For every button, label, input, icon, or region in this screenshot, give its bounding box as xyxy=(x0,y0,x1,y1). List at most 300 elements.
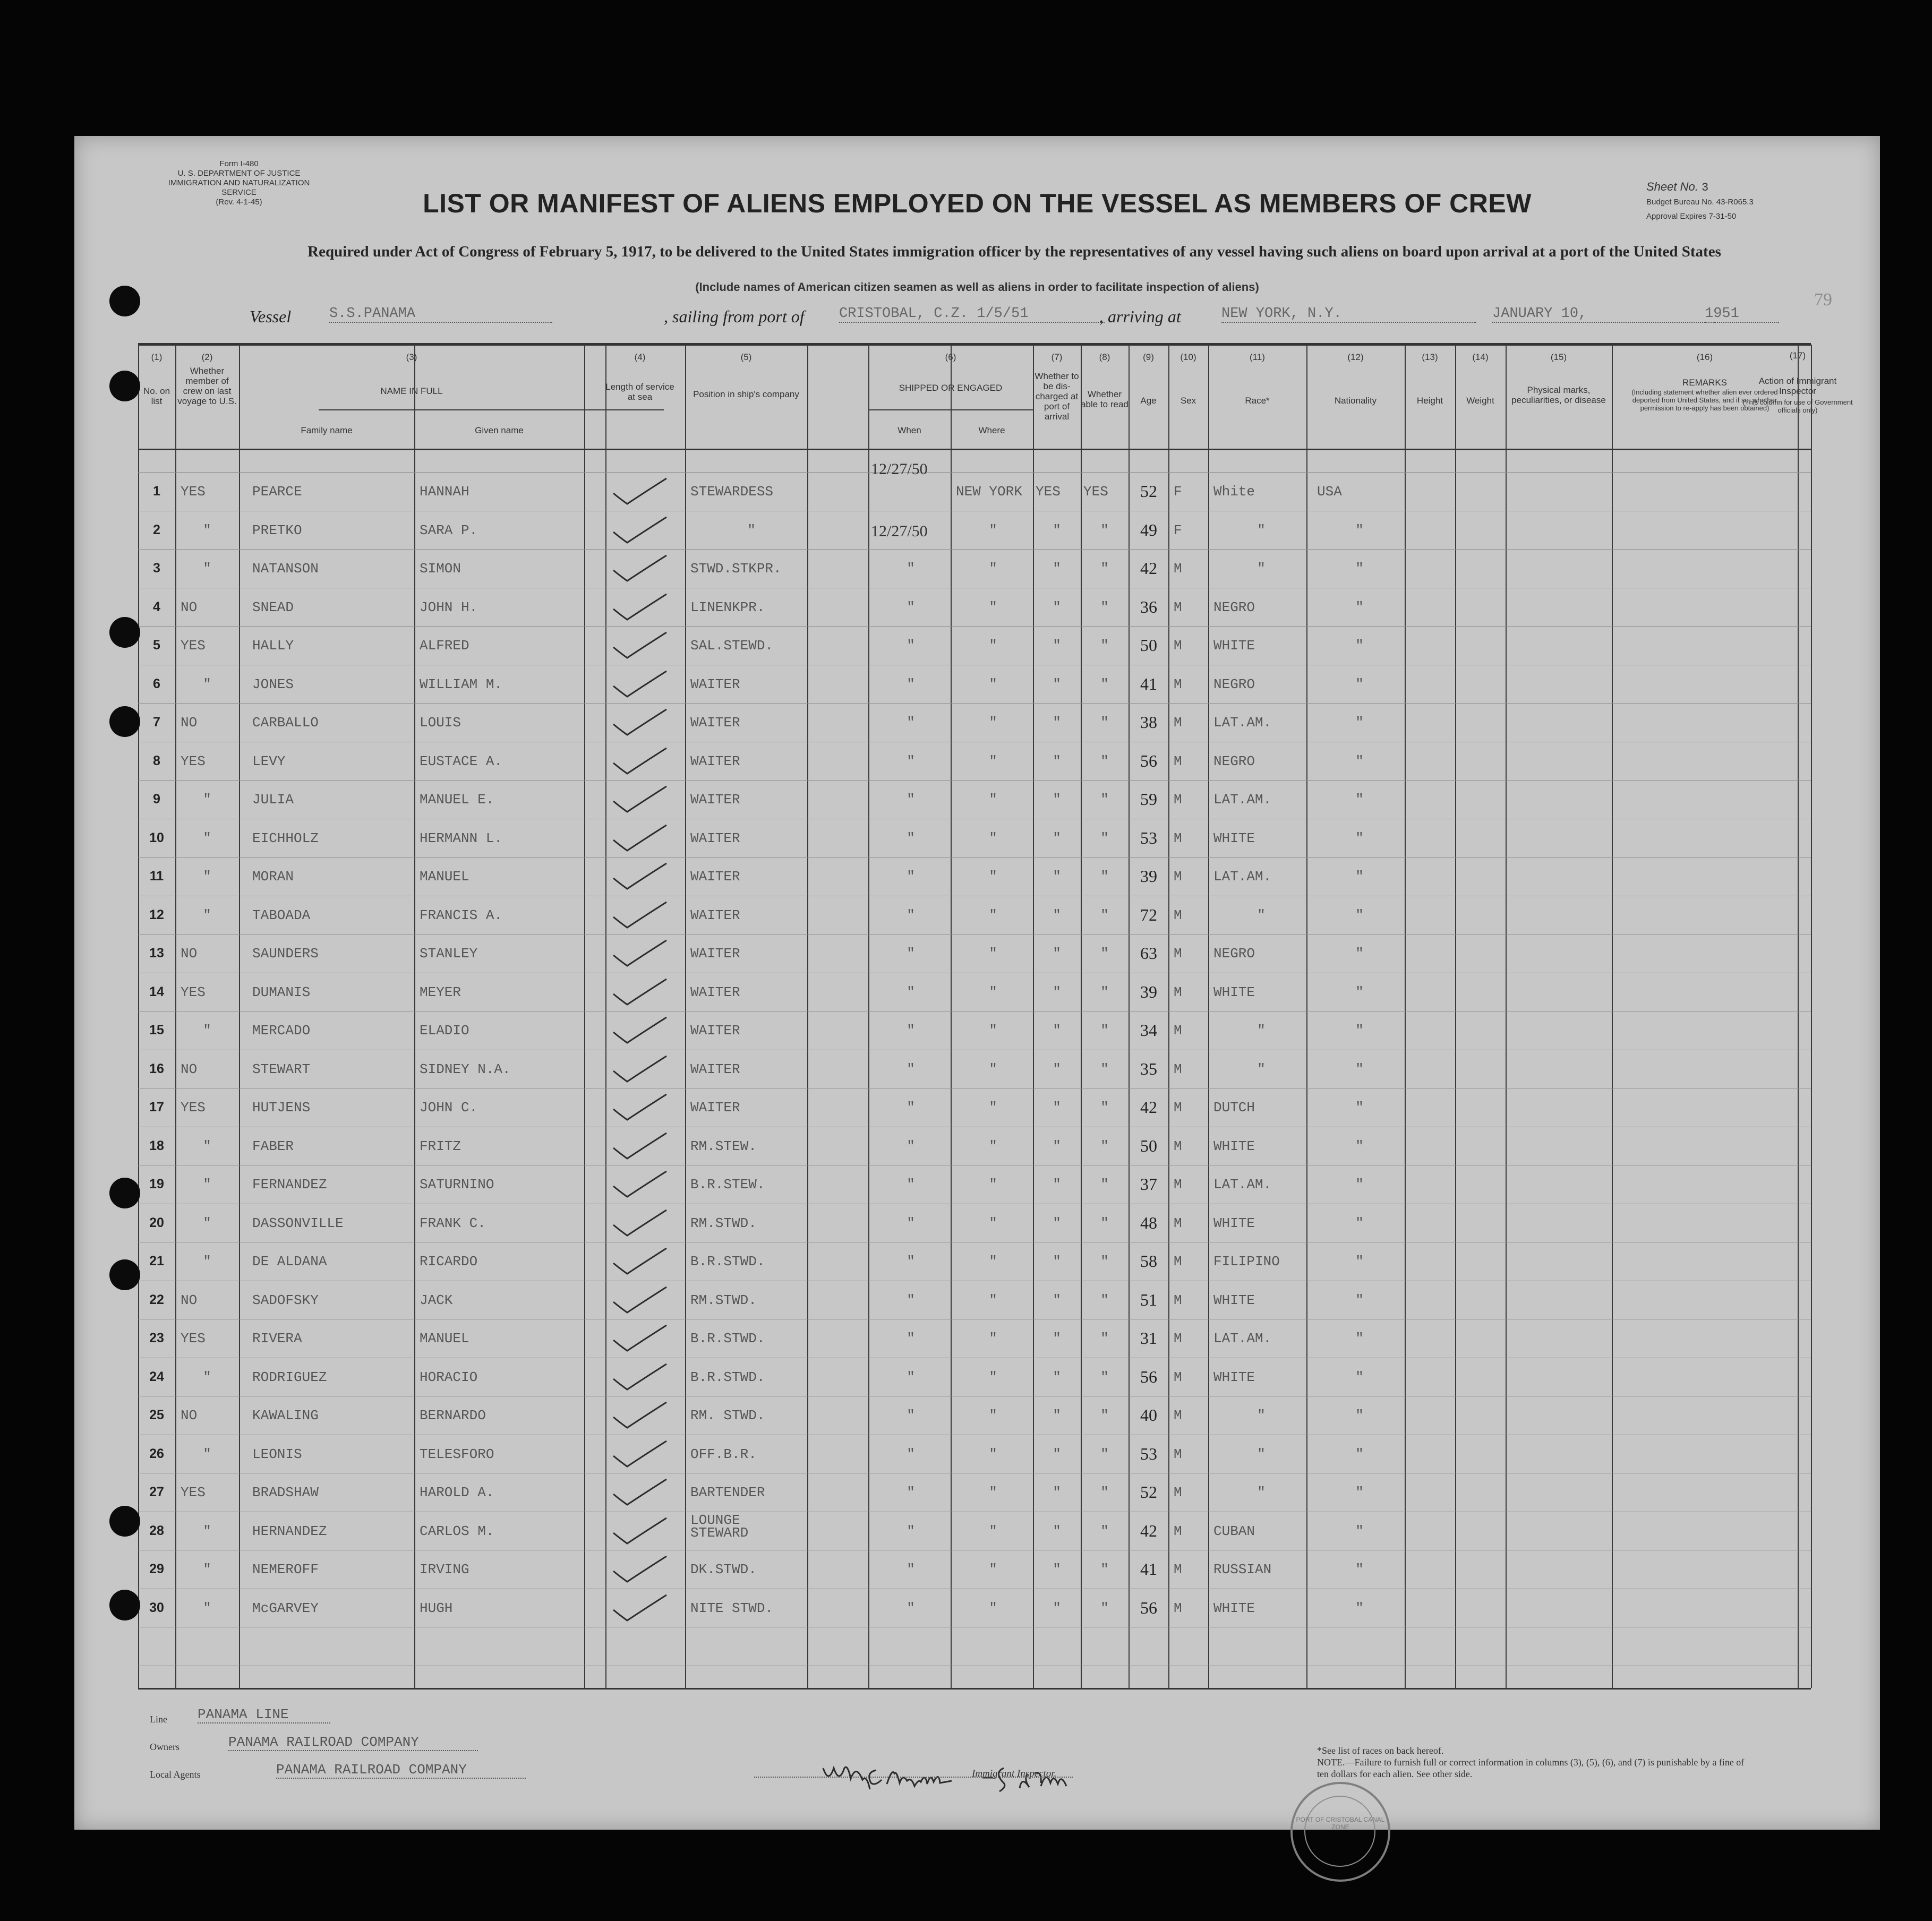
col2-number: (2) xyxy=(201,352,213,362)
cell-given: STANLEY xyxy=(420,946,478,962)
footer-notes xyxy=(1317,1745,1753,1780)
cell-read: " xyxy=(1100,869,1109,885)
col5-number: (5) xyxy=(740,352,752,362)
cell-read: " xyxy=(1100,984,1109,1000)
table-row xyxy=(138,753,1811,775)
cell-nationality: " xyxy=(1355,830,1364,846)
cell-given: LOUIS xyxy=(420,715,461,731)
cell-read: " xyxy=(1100,1254,1109,1270)
cell-no: 10 xyxy=(149,830,164,845)
cell-age: 42 xyxy=(1140,1521,1157,1540)
checkmark-icon xyxy=(608,1016,672,1048)
cell-read: " xyxy=(1100,1023,1109,1039)
cell-nationality: " xyxy=(1355,1331,1364,1347)
punch-hole xyxy=(109,1259,140,1290)
checkmark-icon xyxy=(608,1209,672,1241)
punch-hole xyxy=(109,286,140,316)
cell-age: 41 xyxy=(1140,674,1157,693)
arrival-date: JANUARY 10, xyxy=(1492,306,1715,323)
cell-no: 16 xyxy=(149,1061,164,1076)
cell-crew: YES xyxy=(181,1331,206,1347)
cell-read: " xyxy=(1100,1100,1109,1116)
table-row xyxy=(138,946,1811,967)
budget-bureau-no: Budget Bureau No. 43-R065.3 xyxy=(1646,198,1754,207)
checkmark-icon xyxy=(608,824,672,856)
cell-nationality: " xyxy=(1355,1254,1364,1270)
col14-number: (14) xyxy=(1472,352,1489,362)
cell-race: NEGRO xyxy=(1213,946,1255,962)
cell-when: " xyxy=(907,1485,915,1500)
cell-discharged: " xyxy=(1053,1523,1061,1539)
cell-age: 49 xyxy=(1140,520,1157,539)
cell-position: RM.STEW. xyxy=(690,1138,757,1154)
cell-crew: YES xyxy=(181,638,206,654)
sub-note: (Include names of American citizen seamen as well as aliens in order to facilitate inspection of aliens) xyxy=(695,280,1259,294)
cell-nationality: " xyxy=(1355,1061,1364,1077)
cell-when: " xyxy=(907,1215,915,1231)
cell-sex: M xyxy=(1174,869,1182,885)
col16-subheader: (Including statement whether alien ever ordered deported from United States, and if so, whether permission to re-apply has been obtained) xyxy=(1631,388,1778,412)
col13-header: Height xyxy=(1416,396,1443,406)
col1-header: No. on list xyxy=(143,386,170,406)
col2-header: Whether member of crew on last voyage to U.S. xyxy=(177,366,237,406)
cell-crew: YES xyxy=(181,1100,206,1116)
cell-sex: F xyxy=(1174,484,1182,500)
col11-number: (11) xyxy=(1250,352,1265,362)
cell-family: DE ALDANA xyxy=(252,1254,327,1270)
cell-position: BARTENDER xyxy=(690,1485,765,1500)
cell-when: " xyxy=(907,1408,915,1423)
checkmark-icon xyxy=(608,747,672,779)
cell-given: WILLIAM M. xyxy=(420,676,503,692)
table-row xyxy=(138,522,1811,544)
cell-discharged: " xyxy=(1053,907,1061,923)
cell-sex: M xyxy=(1174,1100,1182,1116)
table-row xyxy=(138,792,1811,813)
cell-race: " xyxy=(1257,561,1266,577)
cell-no: 25 xyxy=(149,1408,164,1422)
cell-where: " xyxy=(989,753,997,769)
checkmark-icon xyxy=(608,708,672,740)
department-name: U. S. DEPARTMENT OF JUSTICE xyxy=(177,169,301,178)
cell-when: " xyxy=(907,599,915,615)
cell-race: WHITE xyxy=(1213,984,1255,1000)
cell-discharged: " xyxy=(1053,869,1061,885)
cell-read: " xyxy=(1100,676,1109,692)
cell-read: " xyxy=(1100,715,1109,731)
cell-crew: YES xyxy=(181,984,206,1000)
cell-position: B.R.STWD. xyxy=(690,1331,765,1347)
punch-hole xyxy=(109,706,140,737)
cell-when: " xyxy=(907,907,915,923)
cell-read: " xyxy=(1100,522,1109,538)
cell-discharged: " xyxy=(1053,1408,1061,1423)
table-row xyxy=(138,715,1811,736)
cell-nationality: " xyxy=(1355,1023,1364,1039)
cell-where: " xyxy=(989,1023,997,1039)
cell-no: 4 xyxy=(153,599,160,614)
cell-read: " xyxy=(1100,1562,1109,1577)
table-row xyxy=(138,1369,1811,1391)
cell-given: FRANK C. xyxy=(420,1215,486,1231)
checkmark-icon xyxy=(608,477,672,509)
cell-age: 41 xyxy=(1140,1559,1157,1579)
cell-nationality: " xyxy=(1355,1138,1364,1154)
table-row xyxy=(138,1174,1811,1198)
row-rule xyxy=(138,472,1811,473)
cell-no: 1 xyxy=(153,484,160,499)
form-revision: (Rev. 4-1-45) xyxy=(216,198,262,207)
cell-when: " xyxy=(907,1523,915,1539)
header-bottom-rule xyxy=(138,449,1811,450)
cell-position: WAITER xyxy=(690,1061,740,1077)
cell-family: HALLY xyxy=(252,638,294,654)
cell-sex: M xyxy=(1174,1138,1182,1154)
cell-sex: M xyxy=(1174,1292,1182,1308)
checkmark-icon xyxy=(608,554,672,586)
col14-header: Weight xyxy=(1466,396,1494,406)
cell-position: NITE STWD. xyxy=(690,1600,774,1616)
cell-position: WAITER xyxy=(690,792,740,808)
cell-race: LAT.AM. xyxy=(1213,869,1272,885)
cell-crew: YES xyxy=(181,753,206,769)
col3-number: (3) xyxy=(406,352,417,362)
cell-nationality: " xyxy=(1355,907,1364,923)
owners-value: PANAMA RAILROAD COMPANY xyxy=(228,1734,478,1751)
cell-read: " xyxy=(1100,907,1109,923)
cell-age: 39 xyxy=(1140,867,1157,886)
cell-position: WAITER xyxy=(690,869,740,885)
cell-given: JOHN H. xyxy=(420,599,478,615)
cell-age: 53 xyxy=(1140,1444,1157,1463)
col15-header: Physical marks, peculiarities, or disease xyxy=(1511,385,1606,405)
cell-crew: " xyxy=(203,1523,211,1539)
table-row xyxy=(138,1600,1811,1622)
cell-discharged: " xyxy=(1053,830,1061,846)
cell-nationality: " xyxy=(1355,1369,1364,1385)
cell-family: BRADSHAW xyxy=(252,1485,319,1500)
cell-when: " xyxy=(907,676,915,692)
checkmark-icon xyxy=(608,670,672,702)
cell-read: " xyxy=(1100,1485,1109,1500)
cell-family: MERCADO xyxy=(252,1023,311,1039)
col3-header: NAME IN FULL xyxy=(380,386,443,396)
cell-no: 23 xyxy=(149,1331,164,1345)
checkmark-icon xyxy=(608,1555,672,1587)
cell-family: FABER xyxy=(252,1138,294,1154)
col17-header-block xyxy=(1734,343,1861,449)
cell-where: " xyxy=(989,1292,997,1308)
cell-race: White xyxy=(1213,484,1255,500)
col6-header: SHIPPED OR ENGAGED xyxy=(899,383,1003,393)
table-row xyxy=(138,1512,1811,1545)
cell-nationality: " xyxy=(1355,1292,1364,1308)
cell-family: PEARCE xyxy=(252,484,302,500)
sheet-label: Sheet No. xyxy=(1646,180,1698,193)
cell-no: 11 xyxy=(149,869,164,884)
cell-family: RODRIGUEZ xyxy=(252,1369,327,1385)
cell-when: 12/27/50 xyxy=(871,460,928,478)
cell-race: " xyxy=(1257,1485,1266,1500)
cell-given: IRVING xyxy=(420,1562,469,1577)
cell-where: " xyxy=(989,830,997,846)
cell-family: FERNANDEZ xyxy=(252,1177,327,1193)
cell-age: 42 xyxy=(1140,1097,1157,1117)
port-seal xyxy=(1290,1782,1390,1882)
cell-age: 52 xyxy=(1140,1482,1157,1502)
cell-sex: M xyxy=(1174,1177,1182,1193)
cell-no: 15 xyxy=(149,1023,164,1037)
cell-position: STWD.STKPR. xyxy=(690,561,782,577)
cell-where: " xyxy=(989,792,997,808)
cell-discharged: " xyxy=(1053,1331,1061,1347)
cell-sex: M xyxy=(1174,792,1182,808)
page-title: LIST OR MANIFEST OF ALIENS EMPLOYED ON THE VESSEL AS MEMBERS OF CREW xyxy=(423,188,1532,218)
agents-label: Local Agents xyxy=(150,1769,201,1780)
col16-header: REMARKS xyxy=(1682,378,1728,388)
cell-crew: " xyxy=(203,676,211,692)
cell-where: " xyxy=(989,1446,997,1462)
cell-crew: " xyxy=(203,907,211,923)
cell-discharged: " xyxy=(1053,1215,1061,1231)
checkmark-icon xyxy=(608,1363,672,1395)
cell-given: TELESFORO xyxy=(420,1446,494,1462)
cell-position: WAITER xyxy=(690,946,740,962)
arriving-port: NEW YORK, N.Y. xyxy=(1221,306,1476,323)
cell-family: MORAN xyxy=(252,869,294,885)
cell-no: 8 xyxy=(153,753,160,768)
cell-nationality: " xyxy=(1355,1523,1364,1539)
cell-crew: " xyxy=(203,1562,211,1577)
col4-number: (4) xyxy=(634,352,646,362)
cell-age: 50 xyxy=(1140,1136,1157,1155)
cell-position: SAL.STEWD. xyxy=(690,638,774,654)
cell-where: " xyxy=(989,1138,997,1154)
table-row xyxy=(138,1482,1811,1506)
cell-no: 18 xyxy=(149,1138,164,1153)
row-rule xyxy=(138,703,1811,704)
cell-no: 20 xyxy=(149,1215,164,1230)
table-row xyxy=(138,1446,1811,1468)
cell-sex: M xyxy=(1174,830,1182,846)
column-rule xyxy=(1811,345,1812,1688)
table-row xyxy=(138,1020,1811,1044)
cell-position: DK.STWD. xyxy=(690,1562,757,1577)
cell-when: " xyxy=(907,1600,915,1616)
agents-value: PANAMA RAILROAD COMPANY xyxy=(276,1762,526,1779)
cell-age: 72 xyxy=(1140,905,1157,924)
cell-family: JULIA xyxy=(252,792,294,808)
cell-family: McGARVEY xyxy=(252,1600,319,1616)
cell-where: " xyxy=(989,869,997,885)
cell-age: 56 xyxy=(1140,1598,1157,1617)
cell-family: EICHHOLZ xyxy=(252,830,319,846)
cell-read: " xyxy=(1100,1600,1109,1616)
row-rule xyxy=(138,549,1811,550)
cell-sex: M xyxy=(1174,1023,1182,1039)
cell-nationality: " xyxy=(1355,561,1364,577)
cell-given: MANUEL xyxy=(420,1331,469,1347)
cell-no: 22 xyxy=(149,1292,164,1307)
cell-no: 6 xyxy=(153,676,160,691)
cell-where: " xyxy=(989,676,997,692)
cell-sex: M xyxy=(1174,1408,1182,1423)
table-row xyxy=(138,1138,1811,1160)
cell-position: STEWARDESS xyxy=(690,484,774,500)
checkmark-icon xyxy=(608,1055,672,1087)
header-top-rule xyxy=(138,345,1811,346)
cell-nationality: " xyxy=(1355,753,1364,769)
cell-no: 17 xyxy=(149,1100,164,1114)
cell-sex: M xyxy=(1174,676,1182,692)
cell-nationality: " xyxy=(1355,1100,1364,1116)
cell-given: RICARDO xyxy=(420,1254,478,1270)
cell-where: " xyxy=(989,1562,997,1577)
cell-crew: " xyxy=(203,1138,211,1154)
table-row xyxy=(138,599,1811,621)
cell-when: " xyxy=(907,984,915,1000)
col9-header: Age xyxy=(1140,396,1157,406)
checkmark-icon xyxy=(608,785,672,817)
cell-given: SIMON xyxy=(420,561,461,577)
cell-race: " xyxy=(1257,907,1266,923)
cell-family: DASSONVILLE xyxy=(252,1215,344,1231)
cell-sex: M xyxy=(1174,1254,1182,1270)
cell-nationality: " xyxy=(1355,1600,1364,1616)
checkmark-icon xyxy=(608,1286,672,1318)
line-value: PANAMA LINE xyxy=(198,1706,330,1723)
cell-race: WHITE xyxy=(1213,830,1255,846)
cell-no: 21 xyxy=(149,1254,164,1268)
cell-when: " xyxy=(907,715,915,731)
cell-age: 37 xyxy=(1140,1174,1157,1194)
cell-discharged: " xyxy=(1053,1292,1061,1308)
vessel-label: Vessel xyxy=(250,307,292,326)
cell-given: SARA P. xyxy=(420,522,478,538)
cell-sex: M xyxy=(1174,1600,1182,1616)
cell-where: " xyxy=(989,946,997,962)
cell-no: 14 xyxy=(149,984,164,999)
cell-read: " xyxy=(1100,946,1109,962)
cell-age: 48 xyxy=(1140,1213,1157,1232)
cell-discharged: " xyxy=(1053,1138,1061,1154)
cell-sex: M xyxy=(1174,1485,1182,1500)
checkmark-icon xyxy=(608,1247,672,1279)
cell-when: " xyxy=(907,1061,915,1077)
table-row xyxy=(138,1292,1811,1314)
cell-position: LINENKPR. xyxy=(690,599,765,615)
cell-given: SIDNEY N.A. xyxy=(420,1061,511,1077)
col17-header: Action of Immigrant Inspector xyxy=(1758,376,1837,396)
cell-sex: M xyxy=(1174,715,1182,731)
given-name-header: Given name xyxy=(475,425,524,435)
cell-given: JACK xyxy=(420,1292,453,1308)
cell-where: " xyxy=(989,1369,997,1385)
col5-header: Position in ship's company xyxy=(693,389,799,399)
cell-given: ELADIO xyxy=(420,1023,469,1039)
col13-number: (13) xyxy=(1422,352,1438,362)
cell-discharged: " xyxy=(1053,599,1061,615)
cell-read: " xyxy=(1100,1331,1109,1347)
cell-read: " xyxy=(1100,1061,1109,1077)
cell-discharged: " xyxy=(1053,1600,1061,1616)
cell-sex: M xyxy=(1174,561,1182,577)
cell-position: WAITER xyxy=(690,984,740,1000)
cell-discharged: " xyxy=(1053,1562,1061,1577)
cell-crew: " xyxy=(203,1254,211,1270)
cell-sex: M xyxy=(1174,638,1182,654)
cell-nationality: " xyxy=(1355,1485,1364,1500)
cell-given: HORACIO xyxy=(420,1369,478,1385)
cell-crew: NO xyxy=(181,946,198,962)
cell-family: TABOADA xyxy=(252,907,311,923)
cell-discharged: " xyxy=(1053,1061,1061,1077)
cell-where: " xyxy=(989,1254,997,1270)
cell-position: RM. STWD. xyxy=(690,1408,765,1423)
line-label: Line xyxy=(150,1714,167,1725)
cell-age: 36 xyxy=(1140,597,1157,616)
cell-crew: NO xyxy=(181,1292,198,1308)
cell-sex: M xyxy=(1174,1061,1182,1077)
cell-where: " xyxy=(989,1100,997,1116)
cell-crew: " xyxy=(203,561,211,577)
cell-when: " xyxy=(907,792,915,808)
cell-sex: M xyxy=(1174,1331,1182,1347)
inspector-label: Immigrant Inspector. xyxy=(972,1768,1057,1779)
cell-sex: M xyxy=(1174,946,1182,962)
cell-family: KAWALING xyxy=(252,1408,319,1423)
penalty-note: NOTE.—Failure to furnish full or correct information in columns (3), (5), (6), and (7) is punishable by a fine of ten dollars for each alien. See other side. xyxy=(1317,1757,1745,1779)
col4-header: Length of service at sea xyxy=(605,382,674,402)
cell-sex: M xyxy=(1174,1215,1182,1231)
cell-no: 13 xyxy=(149,946,164,960)
cell-age: 42 xyxy=(1140,559,1157,578)
cell-race: " xyxy=(1257,522,1266,538)
cell-family: SAUNDERS xyxy=(252,946,319,962)
table-row xyxy=(138,638,1811,659)
cell-where: " xyxy=(989,1408,997,1423)
cell-read: " xyxy=(1100,1215,1109,1231)
cell-family: RIVERA xyxy=(252,1331,302,1347)
cell-no: 27 xyxy=(149,1485,164,1499)
cell-age: 59 xyxy=(1140,790,1157,809)
cell-family: CARBALLO xyxy=(252,715,319,731)
col7-number: (7) xyxy=(1051,352,1063,362)
table-row xyxy=(138,1405,1811,1429)
cell-no: 26 xyxy=(149,1446,164,1461)
cell-position: " xyxy=(747,522,756,538)
cell-nationality: " xyxy=(1355,522,1364,538)
cell-age: 51 xyxy=(1140,1290,1157,1309)
col16-number: (16) xyxy=(1696,352,1713,362)
cell-given: EUSTACE A. xyxy=(420,753,503,769)
cell-where: " xyxy=(989,638,997,654)
cell-discharged: " xyxy=(1053,946,1061,962)
cell-race: CUBAN xyxy=(1213,1523,1255,1539)
cell-nationality: " xyxy=(1355,599,1364,615)
cell-race: WHITE xyxy=(1213,1369,1255,1385)
cell-discharged: " xyxy=(1053,1177,1061,1193)
col10-header: Sex xyxy=(1180,396,1196,406)
cell-age: 35 xyxy=(1140,1059,1157,1078)
cell-nationality: " xyxy=(1355,946,1364,962)
cell-when: " xyxy=(907,1446,915,1462)
col15-number: (15) xyxy=(1550,352,1567,362)
cell-race: WHITE xyxy=(1213,1600,1255,1616)
checkmark-icon xyxy=(608,862,672,894)
cell-when: " xyxy=(907,946,915,962)
punch-hole xyxy=(109,1590,140,1620)
